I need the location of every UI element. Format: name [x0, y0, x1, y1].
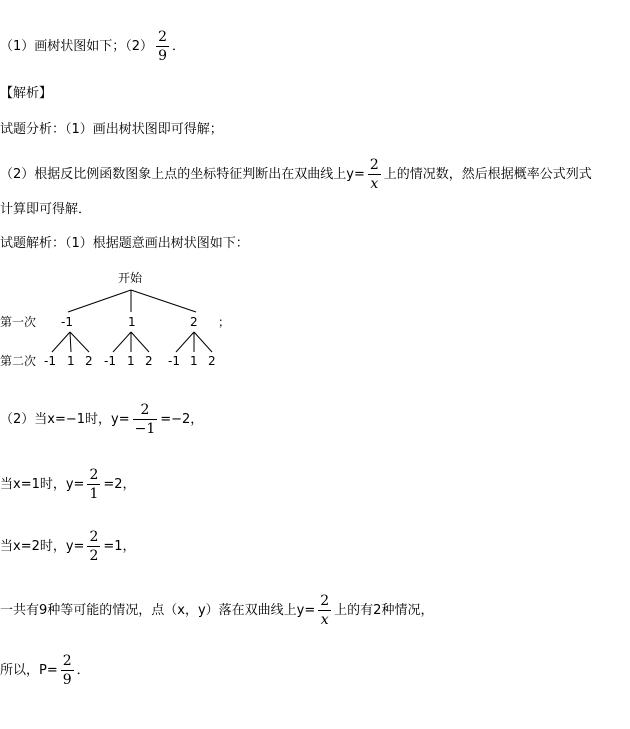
answer-part1: （1）画树状图如下；	[0, 39, 126, 54]
case-1-b: =−2，	[160, 412, 204, 427]
fraction-numerator: 2	[89, 467, 99, 483]
summary-line	[0, 594, 433, 627]
tree-row1-node: 2	[190, 315, 198, 329]
summary-fraction	[318, 594, 331, 627]
case-line-1	[0, 403, 203, 436]
fraction-bar	[61, 670, 74, 671]
fraction-numerator: 2	[89, 529, 99, 545]
analysis-line-2	[0, 158, 592, 191]
tree-row2-node: 2	[145, 354, 153, 368]
fraction-bar	[156, 46, 169, 47]
fraction-bar	[318, 610, 331, 611]
case-line-3	[0, 530, 136, 563]
case-line-2	[0, 468, 136, 501]
fraction-numerator: 2	[158, 29, 167, 45]
result-line	[0, 654, 90, 687]
fraction-denominator: 1	[89, 486, 99, 502]
tree-row2-node: 1	[127, 354, 135, 368]
answer-line	[0, 30, 185, 63]
tree-row2-node: 1	[190, 354, 198, 368]
fraction-numerator: 2	[140, 402, 150, 418]
fraction-numerator: 2	[369, 157, 379, 173]
analysis-line-3: 计算即可得解．	[0, 202, 92, 217]
case-3-a: 当x=2时，y=	[0, 539, 85, 554]
fraction-bar	[368, 174, 381, 175]
result-a: 所以，P=	[0, 663, 58, 678]
fraction-denominator: x	[370, 176, 379, 192]
fraction-numerator: 2	[320, 593, 330, 609]
hyperbola-fraction	[368, 158, 381, 191]
answer-part2-label: （2）	[125, 39, 154, 54]
case-2-a: 当x=1时，y=	[0, 477, 85, 492]
tree-row2-node: -1	[168, 354, 180, 368]
fraction-denominator: −1	[134, 421, 156, 437]
answer-tail: ．	[171, 39, 185, 54]
fraction-denominator: x	[320, 612, 329, 628]
tree-row2-node: -1	[44, 354, 56, 368]
summary-b: 上的有2种情况，	[334, 603, 434, 618]
case-1-a: （2）当x=−1时，y=	[0, 412, 130, 427]
fraction-bar	[87, 546, 100, 547]
tree-diagram	[0, 268, 260, 373]
tree-row2-node: -1	[104, 354, 116, 368]
tree-row1-tail: ；	[218, 315, 231, 329]
solution-line-1: 试题解析：（1）根据题意画出树状图如下：	[0, 236, 249, 251]
fraction-bar	[87, 484, 100, 485]
fraction-denominator: 9	[158, 48, 167, 64]
analysis-heading: 【解析】	[0, 86, 53, 101]
tree-row1-node: -1	[61, 315, 73, 329]
result-fraction	[61, 654, 74, 687]
tree-row1-label: 第一次	[0, 315, 37, 329]
case-2-b: =2，	[103, 477, 136, 492]
tree-root: 开始	[118, 271, 143, 285]
fraction-numerator: 2	[62, 653, 72, 669]
case-2-fraction	[87, 468, 100, 501]
tree-row2-label: 第二次	[0, 354, 37, 368]
fraction-denominator: 9	[62, 672, 72, 688]
summary-a: 一共有9种等可能的情况，点（x，y）落在双曲线上y=	[0, 603, 316, 618]
result-b: ．	[76, 663, 90, 678]
fraction-bar	[133, 419, 158, 420]
tree-row1-node: 1	[128, 315, 136, 329]
analysis-line-2-b: 上的情况数，然后根据概率公式列式	[383, 167, 592, 182]
case-3-fraction	[87, 530, 100, 563]
tree-row2-node: 2	[85, 354, 93, 368]
analysis-line-2-a: （2）根据反比例函数图象上点的坐标特征判断出在双曲线上y=	[0, 167, 365, 182]
fraction-denominator: 2	[89, 548, 99, 564]
case-3-b: =1，	[103, 539, 136, 554]
case-1-fraction	[133, 403, 158, 436]
tree-row2-node: 2	[208, 354, 216, 368]
analysis-line-1: 试题分析：（1）画出树状图即可得解；	[0, 122, 223, 137]
answer-fraction	[156, 30, 169, 63]
tree-row2-node: 1	[67, 354, 75, 368]
